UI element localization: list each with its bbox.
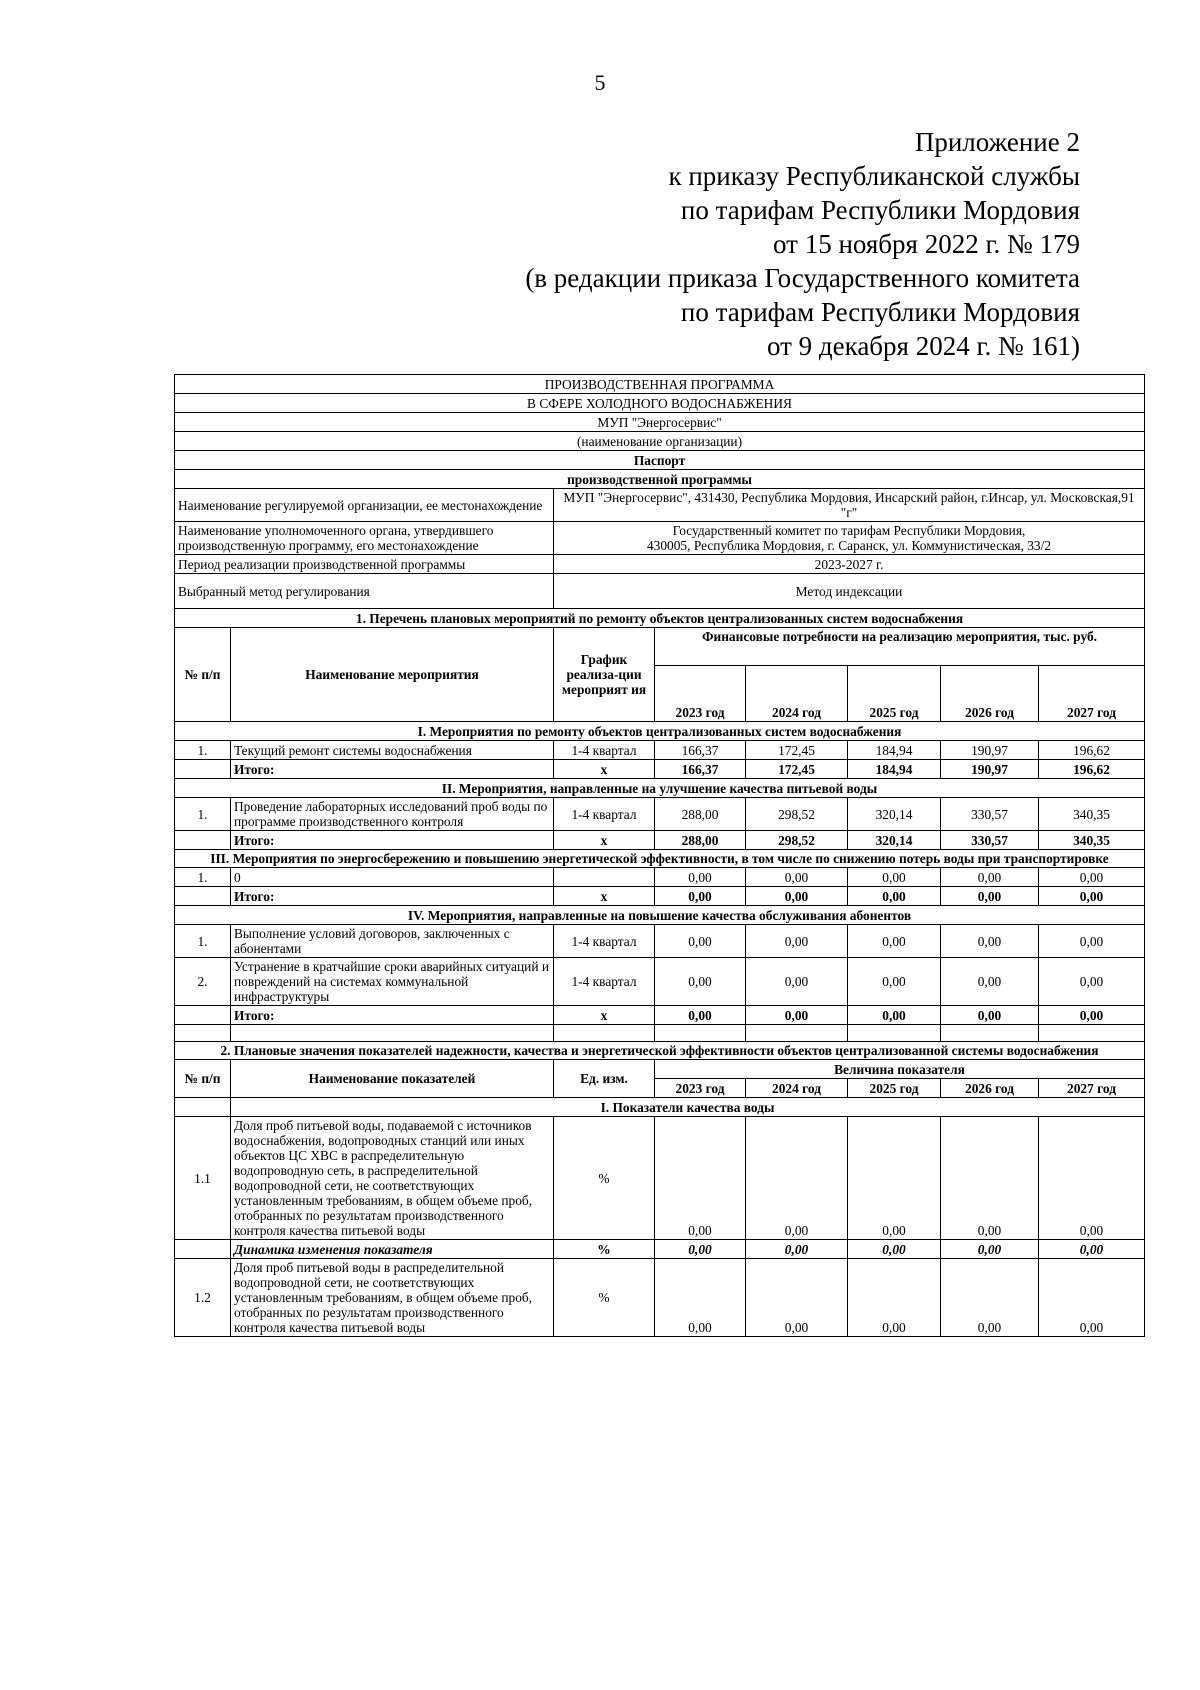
row-value: 0,00 (1039, 868, 1145, 887)
row-value: 0,00 (1039, 958, 1145, 1006)
row-value: 0,00 (746, 868, 848, 887)
total-value: 320,14 (848, 831, 941, 850)
total-value: 0,00 (941, 1006, 1039, 1025)
total-value: 340,35 (1039, 831, 1145, 850)
total-label: Итого: (231, 1006, 554, 1025)
section2-col-value: Величина показателя (655, 1060, 1145, 1079)
page-number: 5 (594, 70, 606, 95)
appendix-line: по тарифам Республики Мордовия (680, 297, 1080, 327)
row-value: 298,52 (746, 798, 848, 831)
row-value: 0,00 (655, 958, 746, 1006)
total-schedule: х (554, 887, 655, 906)
row-num: 1. (175, 798, 231, 831)
row-value: 330,57 (941, 798, 1039, 831)
section2-title: 2. Плановые значения показателей надежности, качества и энергетической эффективности объектов централизованной системы водоснабжения (175, 1042, 1145, 1060)
appendix-line: от 15 ноября 2022 г. № 179 (773, 229, 1080, 259)
row-value: 320,14 (848, 798, 941, 831)
row-num: 1. (175, 925, 231, 958)
total-schedule: х (554, 1006, 655, 1025)
dynamics-value: 0,00 (1039, 1240, 1145, 1259)
year-header: 2026 год (941, 1079, 1039, 1098)
section1-col-name: Наименование мероприятия (231, 628, 554, 722)
total-value: 0,00 (1039, 887, 1145, 906)
row-name: Текущий ремонт системы водоснабжения (231, 741, 554, 760)
year-header: 2024 год (746, 1079, 848, 1098)
program-title: ПРОИЗВОДСТВЕННАЯ ПРОГРАММА (175, 375, 1145, 394)
total-value: 330,57 (941, 831, 1039, 850)
indicator-name: Доля проб питьевой воды, подаваемой с источников водоснабжения, водопроводных станций или иных объектов ЦС ХВС в распределительную водопроводную сеть, в распределительной водопроводной сети, не соответствующих установленным требованиям, в общем объеме проб, отобранных по результатам производственного контроля качества питьевой воды (231, 1117, 554, 1240)
total-value: 288,00 (655, 831, 746, 850)
total-value: 0,00 (1039, 1006, 1145, 1025)
passport-title: Паспорт (175, 451, 1145, 470)
total-value: 184,94 (848, 760, 941, 779)
empty-cell (655, 1025, 746, 1042)
section2-col-name: Наименование показателей (231, 1060, 554, 1098)
row-value: 0,00 (941, 925, 1039, 958)
total-value: 0,00 (746, 887, 848, 906)
empty-cell (175, 1240, 231, 1259)
indicator-value: 0,00 (655, 1259, 746, 1337)
group-title: I. Мероприятия по ремонту объектов централизованных систем водоснабжения (175, 722, 1145, 741)
year-header: 2027 год (1039, 1079, 1145, 1098)
row-num: 1. (175, 741, 231, 760)
year-header: 2027 год (1039, 666, 1145, 722)
dynamics-value: 0,00 (941, 1240, 1039, 1259)
year-header: 2025 год (848, 666, 941, 722)
row-value: 0,00 (941, 868, 1039, 887)
total-schedule: х (554, 760, 655, 779)
row-value: 196,62 (1039, 741, 1145, 760)
row-schedule: 1-4 квартал (554, 925, 655, 958)
row-schedule: 1-4 квартал (554, 958, 655, 1006)
indicator-num: 1.1 (175, 1117, 231, 1240)
row-schedule: 1-4 квартал (554, 741, 655, 760)
indicator-name: Доля проб питьевой воды в распределительной водопроводной сети, не соответствующих установленным требованиям, в общем объеме проб, отобранных по результатам производственного контроля качества питьевой воды (231, 1259, 554, 1337)
organization-name: МУП "Энергосервис" (175, 413, 1145, 432)
total-label: Итого: (231, 760, 554, 779)
empty-cell (231, 1025, 554, 1042)
empty-cell (175, 1098, 231, 1117)
row-name: Проведение лабораторных исследований проб воды по программе производственного контроля (231, 798, 554, 831)
group-title: IV. Мероприятия, направленные на повышение качества обслуживания абонентов (175, 906, 1145, 925)
appendix-header (525, 125, 1080, 363)
total-value: 0,00 (746, 1006, 848, 1025)
indicator-value: 0,00 (848, 1117, 941, 1240)
passport-subtitle: производственной программы (175, 470, 1145, 489)
total-value: 0,00 (655, 887, 746, 906)
total-label: Итого: (231, 831, 554, 850)
indicator-value: 0,00 (746, 1117, 848, 1240)
passport-body-value (554, 522, 1145, 555)
section1-title: 1. Перечень плановых мероприятий по ремонту объектов централизованных систем водоснабжения (175, 609, 1145, 628)
row-schedule (554, 868, 655, 887)
appendix-line: Приложение 2 (914, 127, 1080, 157)
indicator-value: 0,00 (941, 1117, 1039, 1240)
year-header: 2025 год (848, 1079, 941, 1098)
appendix-line: к приказу Республиканской службы (668, 161, 1080, 191)
dynamics-value: 0,00 (746, 1240, 848, 1259)
indicator-value: 0,00 (848, 1259, 941, 1337)
empty-cell (941, 1025, 1039, 1042)
group-title: II. Мероприятия, направленные на улучшение качества питьевой воды (175, 779, 1145, 798)
row-value: 166,37 (655, 741, 746, 760)
passport-org-value: МУП "Энергосервис", 431430, Республика Мордовия, Инсарский район, г.Инсар, ул. Московская,91 "г" (554, 489, 1145, 522)
empty-cell (175, 831, 231, 850)
total-value: 0,00 (941, 887, 1039, 906)
row-num: 1. (175, 868, 231, 887)
row-value: 0,00 (941, 958, 1039, 1006)
row-name: 0 (231, 868, 554, 887)
production-program-table (174, 374, 1145, 1337)
row-value: 340,35 (1039, 798, 1145, 831)
row-value: 0,00 (848, 868, 941, 887)
year-header: 2023 год (655, 1079, 746, 1098)
section1-col-num: № п/п (175, 628, 231, 722)
indicator-value: 0,00 (746, 1259, 848, 1337)
dynamics-label: Динамика изменения показателя (231, 1240, 554, 1259)
total-value: 0,00 (848, 887, 941, 906)
row-name: Выполнение условий договоров, заключенных с абонентами (231, 925, 554, 958)
empty-cell (175, 1006, 231, 1025)
indicator-value: 0,00 (1039, 1117, 1145, 1240)
total-value: 298,52 (746, 831, 848, 850)
section2-col-num: № п/п (175, 1060, 231, 1098)
indicator-unit: % (554, 1117, 655, 1240)
row-value: 172,45 (746, 741, 848, 760)
passport-method-label: Выбранный метод регулирования (175, 574, 554, 609)
appendix-line: (в редакции приказа Государственного комитета (525, 263, 1080, 293)
empty-cell (848, 1025, 941, 1042)
total-value: 166,37 (655, 760, 746, 779)
year-header: 2024 год (746, 666, 848, 722)
year-header: 2023 год (655, 666, 746, 722)
row-value: 0,00 (848, 925, 941, 958)
section1-col-fin: Финансовые потребности на реализацию мероприятия, тыс. руб. (655, 628, 1145, 666)
empty-cell (746, 1025, 848, 1042)
section2-col-unit: Ед. изм. (554, 1060, 655, 1098)
row-value: 0,00 (655, 868, 746, 887)
row-value: 0,00 (848, 958, 941, 1006)
dynamics-value: 0,00 (655, 1240, 746, 1259)
empty-cell (1039, 1025, 1145, 1042)
row-value: 0,00 (655, 925, 746, 958)
row-name: Устранение в кратчайшие сроки аварийных ситуаций и повреждений на системах коммунальной инфраструктуры (231, 958, 554, 1006)
indicator-value: 0,00 (1039, 1259, 1145, 1337)
appendix-line: от 9 декабря 2024 г. № 161) (766, 331, 1080, 361)
passport-period-label: Период реализации производственной программы (175, 555, 554, 574)
dynamics-value: 0,00 (848, 1240, 941, 1259)
row-value: 0,00 (746, 925, 848, 958)
total-value: 172,45 (746, 760, 848, 779)
indicator-unit: % (554, 1259, 655, 1337)
total-label: Итого: (231, 887, 554, 906)
total-value: 196,62 (1039, 760, 1145, 779)
program-subtitle: В СФЕРЕ ХОЛОДНОГО ВОДОСНАБЖЕНИЯ (175, 394, 1145, 413)
indicator-value: 0,00 (655, 1117, 746, 1240)
passport-method-value: Метод индексации (554, 574, 1145, 609)
indicator-value: 0,00 (941, 1259, 1039, 1337)
total-value: 0,00 (848, 1006, 941, 1025)
row-value: 184,94 (848, 741, 941, 760)
passport-body-value-line: 430005, Республика Мордовия, г. Саранск, ул. Коммунистическая, 33/2 (646, 538, 1052, 553)
year-header: 2026 год (941, 666, 1039, 722)
indicator-num: 1.2 (175, 1259, 231, 1337)
total-schedule: х (554, 831, 655, 850)
row-value: 288,00 (655, 798, 746, 831)
section2-group-title: I. Показатели качества воды (231, 1098, 1145, 1117)
row-num: 2. (175, 958, 231, 1006)
appendix-line: по тарифам Республики Мордовия (680, 195, 1080, 225)
organization-caption: (наименование организации) (175, 432, 1145, 451)
empty-cell (175, 760, 231, 779)
group-title: III. Мероприятия по энергосбережению и повышению энергетической эффективности, в том числе по снижению потерь воды при транспортировке (175, 850, 1145, 868)
section1-col-schedule: График реализа-ции мероприят ия (554, 628, 655, 722)
row-value: 190,97 (941, 741, 1039, 760)
row-schedule: 1-4 квартал (554, 798, 655, 831)
empty-cell (554, 1025, 655, 1042)
passport-org-label: Наименование регулируемой организации, ее местонахождение (175, 489, 554, 522)
passport-body-label: Наименование уполномоченного органа, утвердившего производственную программу, его местонахождение (175, 522, 554, 555)
total-value: 190,97 (941, 760, 1039, 779)
row-value: 0,00 (746, 958, 848, 1006)
total-value: 0,00 (655, 1006, 746, 1025)
dynamics-unit: % (554, 1240, 655, 1259)
empty-cell (175, 1025, 231, 1042)
row-value: 0,00 (1039, 925, 1145, 958)
passport-body-value-line: Государственный комитет по тарифам Республики Мордовия, (672, 523, 1026, 538)
passport-period-value: 2023-2027 г. (554, 555, 1145, 574)
empty-cell (175, 887, 231, 906)
